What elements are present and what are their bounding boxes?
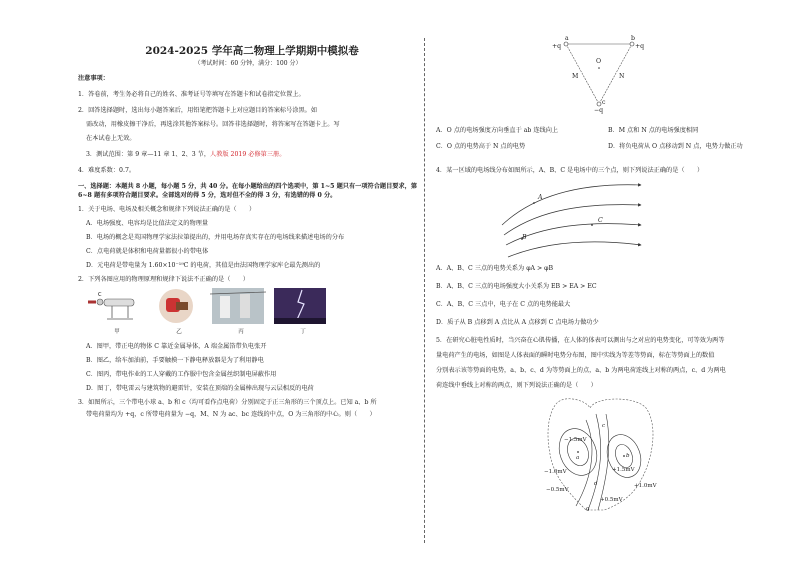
point-n-label: N <box>619 73 625 80</box>
figure-label-3: 丙 <box>238 329 244 335</box>
potential-label-neg-1-0: −1.0mV <box>544 469 567 475</box>
figure-fuel-nozzle <box>148 288 204 324</box>
q5-line-2: 量电荷产生的电场，如图是人体表面的瞬时电势分布图，图中实线为等差等势面，标在等势面上的数值 <box>436 352 715 359</box>
q4-option-d: D．质子从 B 点移到 A 点比从 A 点移到 C 点电场力做功少 <box>436 319 599 326</box>
q3-stem-2: 带电荷量均为 +q，c 所带电荷量为 −q，M、N 为 ac、bc 连线的中点，O 为三角形的中心。则（ ） <box>86 411 376 418</box>
q4-option-b: B．A、B、C 三点的电场强度大小关系为 EB > EA > EC <box>436 283 597 290</box>
q5-line-1: 5．在研究心脏电性质时，当兴奋在心肌传播，在人体的体表可以测出与之对应的电势变化，可等效为两等 <box>436 337 725 344</box>
q5-figure <box>436 394 774 514</box>
contour-point-c: c <box>602 423 606 429</box>
figure-power-workers <box>210 288 266 324</box>
left-column <box>78 44 418 419</box>
charge-a-label: +q <box>552 43 562 50</box>
q4-option-c: C．A、B、C 三点中，电子在 C 点的电势能最大 <box>436 301 571 308</box>
charge-b-label: +q <box>635 43 645 50</box>
figure-label-4: 丁 <box>300 329 306 335</box>
q1-option-d: D．元电荷是带电量为 1.60×10⁻¹⁹C 的电荷，其值是由法国物理学家库仑最先测出的 <box>86 262 321 269</box>
contour-point-b: b <box>626 453 630 459</box>
q2-option-b: B．图乙，给车加油前，手要触摸一下静电释放器是为了利用静电 <box>86 357 264 364</box>
figure-label-1: 甲 <box>114 329 120 335</box>
figure-label-2: 乙 <box>176 329 182 335</box>
q2-option-c: C．图丙，带电作业的工人穿戴的工作服中包含金属丝织制电屏蔽作用 <box>86 371 277 378</box>
q1-option-c: C．点电荷就是体积和电荷量都很小的带电体 <box>86 248 209 255</box>
q2-stem: 2．下列各图应用的物理原理和规律下说法不正确的是（ ） <box>78 276 249 283</box>
point-a-label: a <box>565 35 569 42</box>
point-m-label: M <box>572 73 579 80</box>
right-column <box>436 35 774 514</box>
notice-item-2-cont: 需改动，用橡皮擦干净后，再选涂其他答案标号。回答非选择题时，将答案写在答题卡上。写 <box>86 121 340 128</box>
point-b-label: b <box>631 35 635 42</box>
notice-item-2: 2．回答选择题时，选出每小题答案后，用铅笔把答题卡上对应题目的答案标号涂黑。如 <box>78 107 318 114</box>
q5-line-4: 荷连线中垂线上对称的两点，则下列说法正确的是（ ） <box>436 382 597 389</box>
figure-electroscope <box>86 288 142 324</box>
q3-option-a: A．O 点的电场强度方向垂直于 ab 连线向上 <box>436 127 559 134</box>
notice-heading: 注意事项： <box>78 75 109 82</box>
section-heading: 一、选择题：本题共 8 小题，每小题 5 分，共 40 分。在每小题给出的四个选项中，第 1~5 题只有一项符合题目要求，第 6~8 题有多项符合题目要求。全部选对的得 5 分，选对但不全的得 3 分，有选错的得 0 分。 <box>78 183 418 199</box>
potential-label-pos-0-5: +0.5mV <box>600 497 623 503</box>
textbook-highlight: 人教版 2019 必修第三册。 <box>210 151 286 158</box>
q3-option-d: D．将负电荷从 O 点移动到 N 点，电势力做正功 <box>608 143 743 150</box>
notice-item-2-end: 在本试卷上无效。 <box>86 135 136 142</box>
q2-option-a: A．图甲，带正电的物体 C 靠近金属导体，A 端金属箔带负电张开 <box>86 343 267 350</box>
q3-figure <box>436 35 774 114</box>
field-point-c: C <box>598 217 603 224</box>
notice-item-3-text: 3．测试范围：第 9 章—11 章 1、2、3 节， <box>86 151 211 158</box>
q3-stem-1: 3．如图所示，三个带电小球 a、b 和 c（均可看作点电荷）分别固定于正三角形的三个顶点上。已知 a、b 所 <box>78 399 377 406</box>
q3-option-b: B．M 点和 N 点的电场强度相同 <box>608 127 699 134</box>
q5-line-3: 分别表示该等势面的电势，a、b、c、d 为等势面上的点，a、b 为两电荷连线上对称的两点，c、d 为两电 <box>436 367 726 374</box>
q4-figure <box>436 179 774 261</box>
q3-option-c: C．O 点的电势高于 N 点的电势 <box>436 143 526 150</box>
page-title: 2024-2025 学年高二物理上学期期中模拟卷 <box>145 45 359 57</box>
potential-label-neg-0-5: −0.5mV <box>546 487 569 493</box>
notice-item-4: 4．难度系数：0.7。 <box>78 167 136 174</box>
q4-option-a: A．A、B、C 三点的电势关系为 φA > φB <box>436 265 554 272</box>
potential-label-pos-1-5: +1.5mV <box>612 467 635 473</box>
q2-figures <box>78 288 418 332</box>
point-o-label: O <box>596 58 602 65</box>
q4-stem: 4．某一区域的电场线分布如图所示，A、B、C 是电场中的三个点，则下列说法正确的是（ ） <box>436 167 704 174</box>
point-c-label: c <box>602 99 606 106</box>
svg-text:C: C <box>98 292 102 298</box>
field-point-a: A <box>538 194 543 201</box>
q1-stem: 1．关于电场、电场及相关概念和规律下列说法正确的是（ ） <box>78 206 256 213</box>
figure-lightning <box>272 288 328 324</box>
potential-label-pos-1-0: +1.0mV <box>634 483 657 489</box>
field-point-b: B <box>522 234 527 241</box>
q1-option-b: B．电场的概念是英国物理学家法拉第提出的，并用电场存真实存在的电场线来描述电场的分布 <box>86 234 345 241</box>
contour-point-d: d <box>594 481 598 487</box>
contour-point-a: a <box>576 455 580 461</box>
q3-options-row-2 <box>436 142 774 151</box>
exam-subtitle: （考试时间：60 分钟，满分：100 分） <box>194 60 302 67</box>
q2-option-d: D．图丁，带电雷云与建筑物的避雷针，安装在顶端的金属棒出现与云层相反的电荷 <box>86 385 314 392</box>
q1-option-a: A．电场强度、电容均是比值法定义的物理量 <box>86 220 209 227</box>
potential-label-zero: 0 <box>586 507 590 513</box>
notice-item-3 <box>78 150 418 159</box>
q3-options-row-1 <box>436 126 774 135</box>
charge-c-label: −q <box>594 107 604 114</box>
potential-label-neg-1-5: −1.5mV <box>564 437 587 443</box>
column-divider <box>424 38 425 543</box>
notice-item-1: 1．答卷前，考生务必将自己的姓名、准考证号等填写在答题卡和试卷指定位置上。 <box>78 91 305 98</box>
q2-figure-labels <box>78 328 418 337</box>
